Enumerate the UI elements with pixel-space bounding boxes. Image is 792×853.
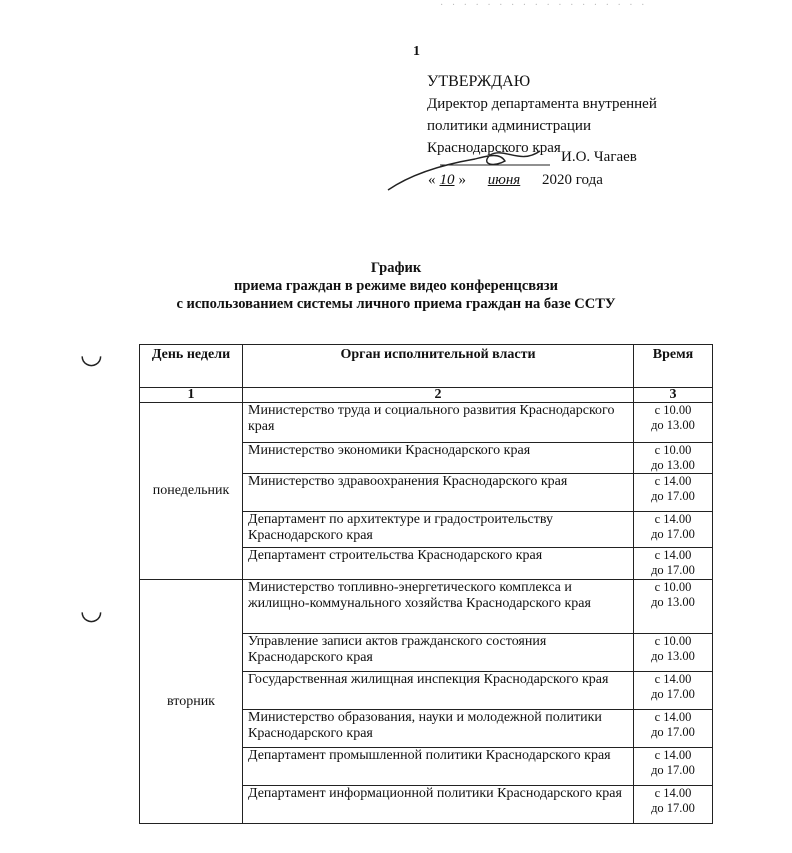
approval-line-1: Директор департамента внутренней	[427, 96, 657, 112]
time-to: до 17.00	[651, 801, 695, 815]
time-to: до 17.00	[651, 687, 695, 701]
time-cell	[634, 548, 713, 580]
date-day: 10	[439, 172, 455, 188]
time-to: до 13.00	[651, 458, 695, 472]
heading-title: График	[370, 260, 422, 276]
org-cell: Министерство здравоохранения Краснодарского края	[243, 474, 634, 512]
time-cell	[634, 710, 713, 748]
time-from: с 14.00	[654, 748, 692, 762]
org-cell: Министерство топливно-энергетического комплекса и жилищно-коммунального хозяйства Краснодарского края	[243, 580, 634, 634]
time-to: до 13.00	[651, 595, 695, 609]
time-from: с 14.00	[654, 672, 692, 686]
header-time: Время	[634, 345, 713, 388]
time-to: до 17.00	[651, 563, 695, 577]
number-row	[140, 388, 713, 403]
org-cell: Департамент строительства Краснодарского края	[243, 548, 634, 580]
time-cell	[634, 748, 713, 786]
approval-date	[428, 172, 603, 189]
date-close-quote: »	[458, 172, 466, 188]
day-tuesday: вторник	[140, 580, 243, 824]
org-cell: Управление записи актов гражданского состояния Краснодарского края	[243, 634, 634, 672]
time-to: до 13.00	[651, 418, 695, 432]
time-cell	[634, 786, 713, 824]
scan-mark: ◡	[80, 596, 103, 625]
org-cell: Министерство экономики Краснодарского края	[243, 443, 634, 474]
day-monday: понедельник	[140, 403, 243, 580]
time-to: до 17.00	[651, 725, 695, 739]
time-from: с 10.00	[654, 403, 692, 417]
table-row	[140, 403, 713, 443]
time-from: с 10.00	[654, 580, 692, 594]
time-to: до 17.00	[651, 527, 695, 541]
time-from: с 14.00	[654, 512, 692, 526]
time-cell	[634, 672, 713, 710]
header-org: Орган исполнительной власти	[243, 345, 634, 388]
time-cell	[634, 403, 713, 443]
time-from: с 14.00	[654, 548, 692, 562]
scan-mark: ◡	[80, 340, 103, 369]
time-from: с 14.00	[654, 710, 692, 724]
time-from: с 14.00	[654, 786, 692, 800]
date-open-quote: «	[428, 172, 436, 188]
schedule-table	[139, 344, 713, 824]
time-to: до 17.00	[651, 763, 695, 777]
time-from: с 10.00	[654, 443, 692, 457]
org-cell: Государственная жилищная инспекция Краснодарского края	[243, 672, 634, 710]
org-cell: Департамент по архитектуре и градостроительству Краснодарского края	[243, 512, 634, 548]
heading-line-2: приема граждан в режиме видео конференцсвязи	[234, 278, 558, 294]
time-cell	[634, 474, 713, 512]
time-to: до 13.00	[651, 649, 695, 663]
col-number-1: 1	[140, 388, 243, 403]
org-cell: Министерство труда и социального развития Краснодарского края	[243, 403, 634, 443]
date-year: 2020 года	[542, 172, 603, 188]
time-cell	[634, 443, 713, 474]
header-row	[140, 345, 713, 388]
org-cell: Министерство образования, науки и молодежной политики Краснодарского края	[243, 710, 634, 748]
org-cell: Департамент промышленной политики Краснодарского края	[243, 748, 634, 786]
time-from: с 14.00	[654, 474, 692, 488]
scan-noise: · · · · · · · · · · · · · · · · · ·	[440, 0, 648, 11]
approval-title: УТВЕРЖДАЮ	[427, 73, 531, 90]
time-from: с 10.00	[654, 634, 692, 648]
org-cell: Департамент информационной политики Краснодарского края	[243, 786, 634, 824]
col-number-3: 3	[634, 388, 713, 403]
heading-line-3: с использованием системы личного приема граждан на базе ССТУ	[176, 296, 616, 312]
date-month: июня	[487, 172, 521, 188]
header-day: День недели	[140, 345, 243, 388]
time-cell	[634, 634, 713, 672]
time-cell	[634, 580, 713, 634]
time-to: до 17.00	[651, 489, 695, 503]
table-row	[140, 580, 713, 634]
signer-name: И.О. Чагаев	[561, 149, 637, 165]
col-number-2: 2	[243, 388, 634, 403]
page-number: 1	[413, 44, 420, 59]
approval-line-2: политики администрации	[427, 118, 591, 134]
approval-line-3: Краснодарского края	[427, 140, 561, 156]
time-cell	[634, 512, 713, 548]
